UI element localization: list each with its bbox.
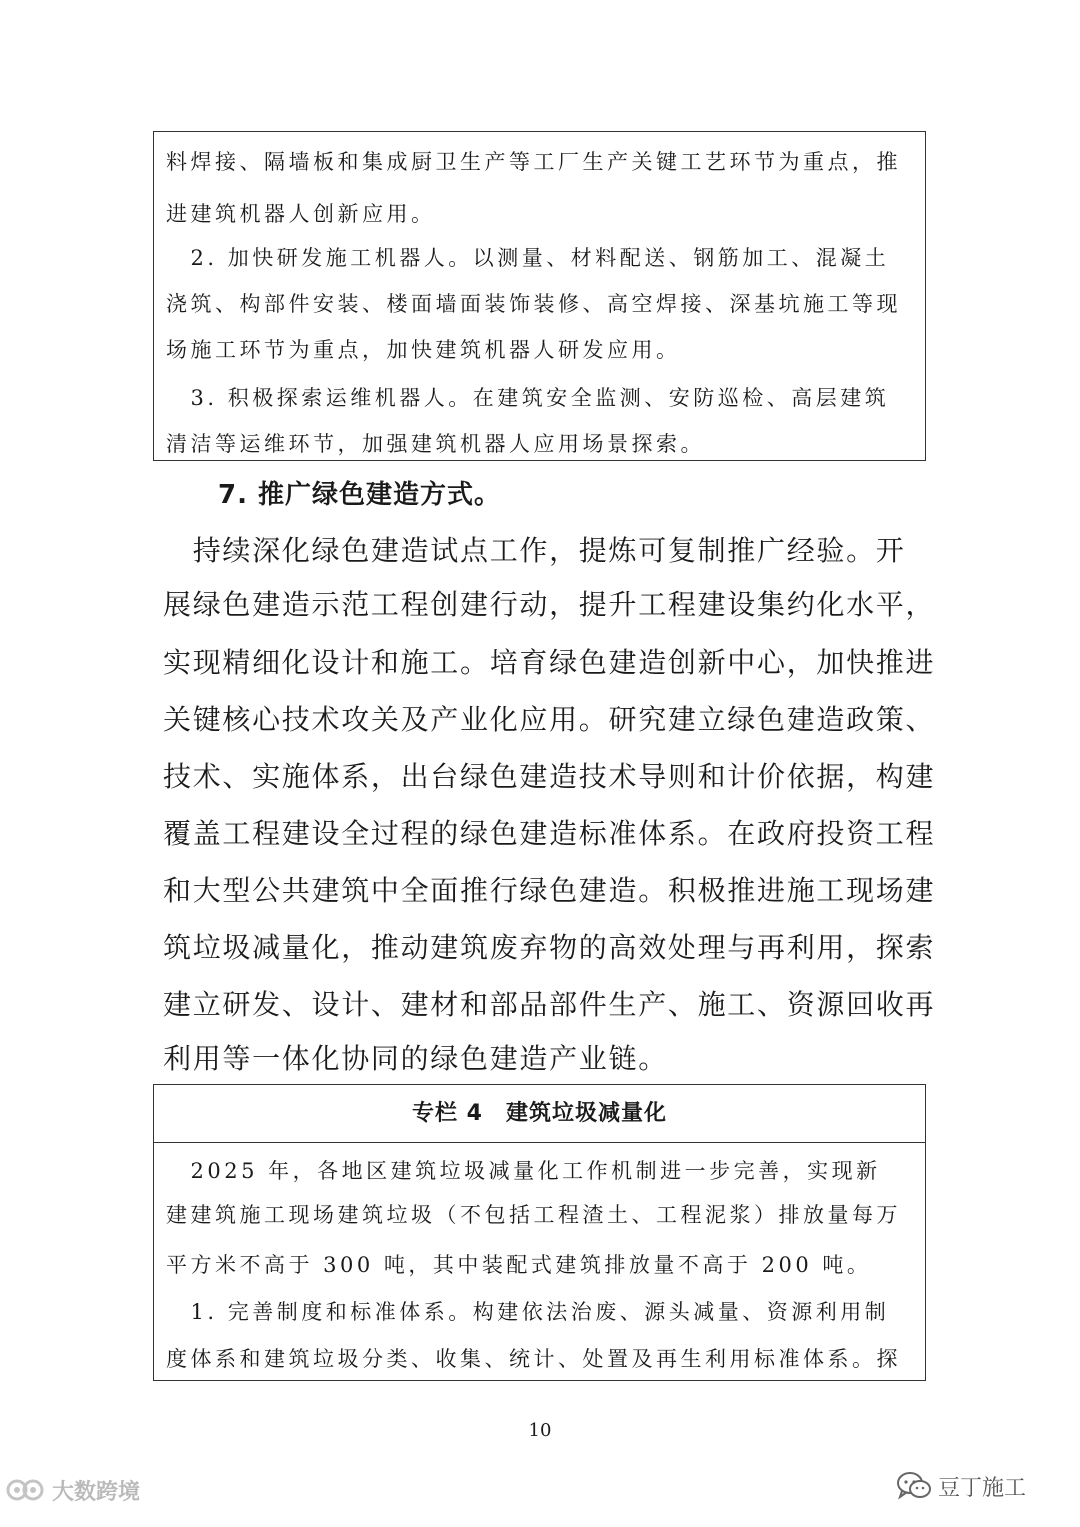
watermark-right-text: 豆丁施工 [938,1475,1027,1501]
box1-line-6: 3. 积极探索运维机器人。在建筑安全监测、安防巡检、高层建筑 [166,386,890,410]
wechat-icon [896,1471,932,1501]
box2-line-4: 1. 完善制度和标准体系。构建依法治废、源头减量、资源利用制 [166,1300,890,1324]
section-heading: 7. 推广绿色建造方式。 [218,480,502,510]
watermark-left-text: 大数跨境 [52,1479,141,1505]
box2-line-5: 度体系和建筑垃圾分类、收集、统计、处置及再生利用标准体系。探 [166,1347,901,1371]
box1-line-2: 进建筑机器人创新应用。 [166,202,436,226]
paragraph-line-3: 实现精细化设计和施工。培育绿色建造创新中心，加快推进 [163,646,936,679]
paragraph-line-1: 持续深化绿色建造试点工作，提炼可复制推广经验。开 [163,534,906,567]
paragraph-line-5: 技术、实施体系，出台绿色建造技术导则和计价依据，构建 [163,760,936,793]
watermark-left [6,1470,140,1510]
paragraph-line-4: 关键核心技术攻关及产业化应用。研究建立绿色建造政策、 [163,703,936,736]
watermark-right [896,1468,1026,1504]
paragraph-line-2: 展绿色建造示范工程创建行动，提升工程建设集约化水平， [163,588,936,621]
box2-line-3: 平方米不高于 300 吨，其中装配式建筑排放量不高于 200 吨。 [166,1253,872,1277]
box2-line-1: 2025 年，各地区建筑垃圾减量化工作机制进一步完善，实现新 [166,1159,881,1183]
paragraph-line-10: 利用等一体化协同的绿色建造产业链。 [163,1042,668,1075]
info-box-waste-reduction [153,1084,926,1381]
box2-title: 专栏 4 建筑垃圾减量化 [154,1085,925,1143]
info-box-robots [153,131,926,461]
box1-line-3: 2. 加快研发施工机器人。以测量、材料配送、钢筋加工、混凝土 [166,246,890,270]
box1-line-4: 浇筑、构部件安装、楼面墙面装饰装修、高空焊接、深基坑施工等现 [166,292,901,316]
box1-line-1: 料焊接、隔墙板和集成厨卫生产等工厂生产关键工艺环节为重点，推 [166,150,901,174]
box1-line-7: 清洁等运维环节，加强建筑机器人应用场景探索。 [166,432,705,456]
paragraph-line-6: 覆盖工程建设全过程的绿色建造标准体系。在政府投资工程 [163,817,936,850]
dashu-logo-icon [6,1475,46,1505]
paragraph-line-8: 筑垃圾减量化，推动建筑废弃物的高效处理与再利用，探索 [163,931,936,964]
page-number: 10 [528,1420,552,1441]
box2-line-2: 建建筑施工现场建筑垃圾（不包括工程渣土、工程泥浆）排放量每万 [166,1203,901,1227]
box1-line-5: 场施工环节为重点，加快建筑机器人研发应用。 [166,338,681,362]
paragraph-line-7: 和大型公共建筑中全面推行绿色建造。积极推进施工现场建 [163,874,936,907]
paragraph-line-9: 建立研发、设计、建材和部品部件生产、施工、资源回收再 [163,988,936,1021]
